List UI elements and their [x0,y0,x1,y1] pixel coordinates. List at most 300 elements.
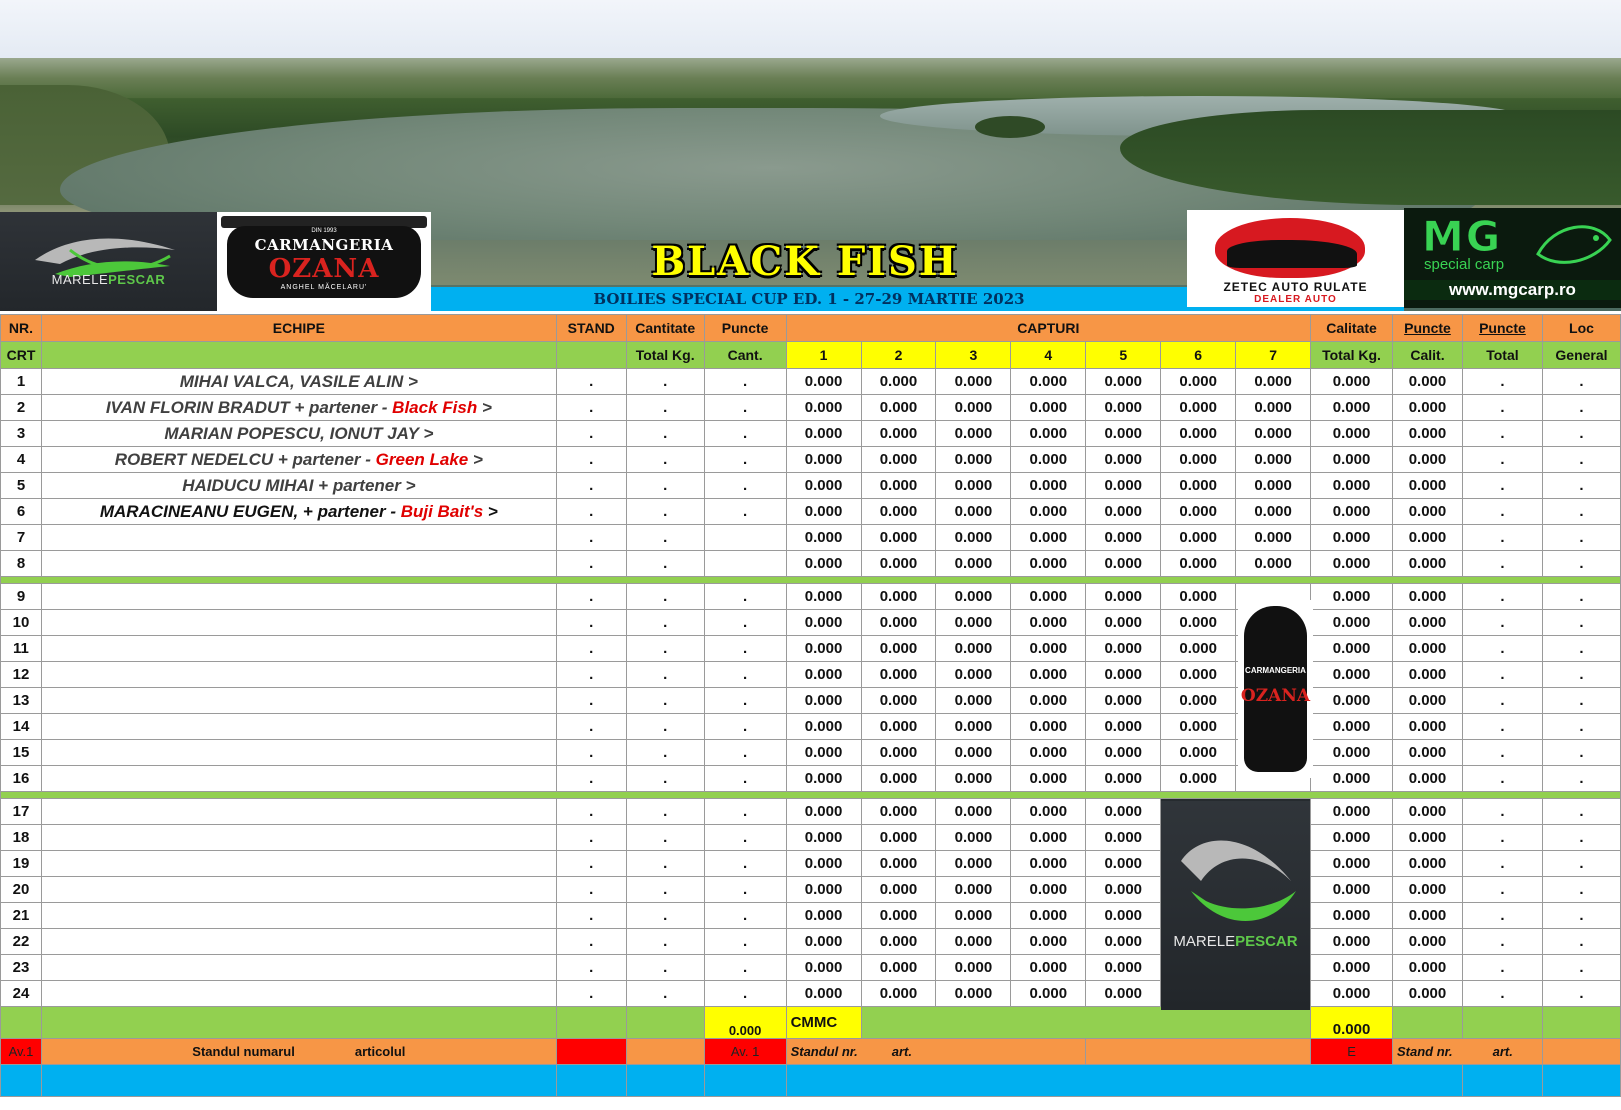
stand-cell[interactable]: . [556,851,626,877]
capture-cell[interactable]: 0.000 [1086,766,1161,792]
group-separator-cell [1,792,1621,799]
capture-cell[interactable]: 0.000 [936,610,1011,636]
capture-cell[interactable]: 0.000 [936,903,1011,929]
team-name-cell[interactable] [41,740,556,766]
capture-cell[interactable]: 0.000 [1161,714,1236,740]
general-place-cell: . [1542,981,1620,1007]
stand-cell[interactable]: . [556,740,626,766]
capture-cell[interactable]: 0.000 [861,903,936,929]
total-kg-cell[interactable]: . [626,929,704,955]
capture-cell[interactable]: 0.000 [786,584,861,610]
calitate-kg-cell[interactable]: 0.000 [1311,825,1393,851]
capture-cell[interactable]: 0.000 [786,740,861,766]
stand-cell[interactable]: . [556,662,626,688]
general-place-cell: . [1542,421,1620,447]
capture-cell[interactable]: 0.000 [936,851,1011,877]
total-kg-cell[interactable]: . [626,662,704,688]
table-row [1,877,1621,903]
capture-cell[interactable]: 0.000 [861,877,936,903]
team-name-cell[interactable] [41,851,556,877]
capture-cell[interactable]: 0.000 [1011,799,1086,825]
av-stand[interactable] [556,1039,626,1065]
capture-cell[interactable]: 0.000 [1011,525,1086,551]
standul-text: Standul numarul articolul [41,1039,556,1065]
capture-cell[interactable]: 0.000 [1011,903,1086,929]
stand-cell[interactable]: . [556,636,626,662]
calitate-kg-cell[interactable]: 0.000 [1311,662,1393,688]
col-capture-5: 5 [1086,342,1161,369]
total-kg-cell[interactable]: . [626,395,704,421]
team-name-cell[interactable] [41,955,556,981]
general-place-cell: . [1542,395,1620,421]
total-kg-cell[interactable]: . [626,955,704,981]
capture-cell[interactable]: 0.000 [1086,714,1161,740]
capture-cell[interactable]: 0.000 [786,799,861,825]
capture-cell[interactable]: 0.000 [1011,955,1086,981]
team-name-cell[interactable] [41,551,556,577]
island [975,116,1045,138]
capture-cell[interactable]: 0.000 [1086,395,1161,421]
page-title: BLACK FISH [651,238,959,285]
capture-cell[interactable]: 0.000 [936,766,1011,792]
col-capture-7: 7 [1236,342,1311,369]
capture-cell[interactable]: 0.000 [1086,369,1161,395]
stand-nr-value[interactable] [1542,1039,1620,1065]
capture-cell[interactable]: 0.000 [1161,395,1236,421]
team-name-part: > [483,501,498,521]
capture-cell[interactable]: 0.000 [936,584,1011,610]
capture-cell[interactable]: 0.000 [1011,825,1086,851]
capture-cell[interactable]: 0.000 [936,421,1011,447]
ozana-mini-text-top: CARMANGERIA [1245,666,1306,675]
capture-cell[interactable]: 0.000 [786,369,861,395]
capture-cell[interactable]: 0.000 [1086,929,1161,955]
total-kg-cell[interactable]: . [626,740,704,766]
stand-cell[interactable]: . [556,929,626,955]
calitate-kg-cell[interactable]: 0.000 [1311,740,1393,766]
cant-points-cell: . [704,636,786,662]
capture-cell[interactable]: 0.000 [786,688,861,714]
calitate-kg-cell[interactable]: 0.000 [1311,851,1393,877]
capture-cell[interactable]: 0.000 [861,955,936,981]
total-kg-cell[interactable]: . [626,525,704,551]
capture-cell[interactable]: 0.000 [1011,851,1086,877]
capture-cell[interactable]: 0.000 [1086,851,1161,877]
totals-calit-pts [1393,1007,1463,1039]
calitate-kg-cell[interactable]: 0.000 [1311,551,1393,577]
capture-cell[interactable]: 0.000 [1011,551,1086,577]
capture-cell[interactable]: 0.000 [1161,766,1236,792]
total-points-cell: . [1462,636,1542,662]
capture-cell[interactable]: 0.000 [861,499,936,525]
capture-cell[interactable]: 0.000 [786,395,861,421]
total-kg-cell[interactable]: . [626,714,704,740]
stand-cell[interactable]: . [556,877,626,903]
cmmc-value[interactable] [861,1007,1311,1039]
calit-points-cell: 0.000 [1393,714,1463,740]
capture-cell[interactable]: 0.000 [1086,636,1161,662]
team-name-cell[interactable] [41,636,556,662]
capture-cell[interactable]: 0.000 [861,525,936,551]
team-name-cell[interactable] [41,421,556,447]
stand-cell[interactable]: . [556,903,626,929]
total-kg-cell[interactable]: . [626,421,704,447]
capture-cell[interactable]: 0.000 [1011,662,1086,688]
calitate-kg-cell[interactable]: 0.000 [1311,447,1393,473]
cant-points-cell: . [704,955,786,981]
capture-cell[interactable]: 0.000 [1236,369,1311,395]
capture-cell[interactable]: 0.000 [1086,981,1161,1007]
capture-cell[interactable]: 0.000 [786,903,861,929]
calitate-kg-cell[interactable]: 0.000 [1311,421,1393,447]
capture-cell[interactable]: 0.000 [1086,955,1161,981]
capture-cell[interactable]: 0.000 [1011,499,1086,525]
stand-cell[interactable]: . [556,688,626,714]
capture-cell[interactable]: 0.000 [1236,473,1311,499]
capture-cell[interactable]: 0.000 [936,395,1011,421]
total-kg-cell[interactable]: . [626,851,704,877]
capture-cell[interactable]: 0.000 [936,799,1011,825]
table-row [1,766,1621,792]
capture-cell[interactable]: 0.000 [786,955,861,981]
capture-cell[interactable]: 0.000 [786,551,861,577]
capture-cell[interactable]: 0.000 [1011,584,1086,610]
capture-cell[interactable]: 0.000 [786,499,861,525]
capture-cell[interactable]: 0.000 [1161,499,1236,525]
table-row [1,369,1621,395]
team-name-cell[interactable] [41,877,556,903]
team-name-cell[interactable] [41,929,556,955]
capture-cell[interactable]: 0.000 [936,551,1011,577]
capture-cell[interactable]: 0.000 [786,851,861,877]
calitate-kg-cell[interactable]: 0.000 [1311,903,1393,929]
blue-cell [556,1065,626,1097]
stand-cell[interactable]: . [556,799,626,825]
stand-cell[interactable]: . [556,551,626,577]
team-name-cell[interactable] [41,610,556,636]
capture-cell[interactable]: 0.000 [786,766,861,792]
stand-cell[interactable]: . [556,447,626,473]
team-name-part: MIHAI VALCA, VASILE ALIN > [179,371,418,391]
total-kg-cell[interactable]: . [626,766,704,792]
capture-cell[interactable]: 0.000 [861,584,936,610]
capture-cell[interactable]: 0.000 [1161,584,1236,610]
capture-cell[interactable]: 0.000 [1161,369,1236,395]
cant-points-cell: . [704,851,786,877]
team-name-cell[interactable] [41,688,556,714]
team-name-cell[interactable] [41,766,556,792]
capture-cell[interactable]: 0.000 [1086,825,1161,851]
calitate-kg-cell[interactable]: 0.000 [1311,799,1393,825]
capture-cell[interactable]: 0.000 [786,421,861,447]
team-name-cell[interactable] [41,525,556,551]
capture-cell[interactable]: 0.000 [1011,929,1086,955]
capture-cell[interactable]: 0.000 [861,929,936,955]
capture-cell[interactable]: 0.000 [936,877,1011,903]
calitate-kg-cell[interactable]: 0.000 [1311,981,1393,1007]
capture-cell[interactable]: 0.000 [1161,662,1236,688]
capture-cell[interactable]: 0.000 [861,825,936,851]
capture-cell[interactable]: 0.000 [861,369,936,395]
standul-nr-value[interactable] [1086,1039,1311,1065]
capture-cell[interactable]: 0.000 [1086,473,1161,499]
capture-cell[interactable]: 0.000 [1236,551,1311,577]
capture-cell[interactable]: 0.000 [1236,447,1311,473]
team-name-cell[interactable] [41,499,556,525]
team-name-cell[interactable] [41,825,556,851]
capture-cell[interactable]: 0.000 [1086,447,1161,473]
calitate-kg-cell[interactable]: 0.000 [1311,610,1393,636]
capture-cell[interactable]: 0.000 [861,610,936,636]
capture-cell[interactable]: 0.000 [861,551,936,577]
capture-cell[interactable]: 0.000 [1011,421,1086,447]
totals-calit: 0.000 [1311,1007,1393,1039]
capture-cell[interactable]: 0.000 [861,421,936,447]
total-kg-cell[interactable]: . [626,636,704,662]
group-separator [1,577,1621,584]
col-stand: STAND [556,315,626,342]
capture-cell[interactable]: 0.000 [1086,610,1161,636]
capture-cell[interactable]: 0.000 [936,688,1011,714]
capture-cell[interactable]: 0.000 [1161,473,1236,499]
total-kg-cell[interactable]: . [626,473,704,499]
row-nr: 1 [1,369,42,395]
total-kg-cell[interactable]: . [626,499,704,525]
capture-cell[interactable]: 0.000 [936,636,1011,662]
capture-cell[interactable]: 0.000 [861,662,936,688]
capture-cell[interactable]: 0.000 [1161,525,1236,551]
total-kg-cell[interactable]: . [626,369,704,395]
general-place-cell: . [1542,636,1620,662]
header-row-1 [1,315,1621,342]
capture-cell[interactable]: 0.000 [936,955,1011,981]
total-kg-cell[interactable]: . [626,981,704,1007]
team-name-cell[interactable] [41,662,556,688]
capture-cell[interactable]: 0.000 [1236,499,1311,525]
capture-cell[interactable]: 0.000 [1086,877,1161,903]
capture-cell[interactable]: 0.000 [861,395,936,421]
calit-points-cell: 0.000 [1393,499,1463,525]
capture-cell[interactable]: 0.000 [786,714,861,740]
capture-cell[interactable]: 0.000 [1011,473,1086,499]
sky [0,0,1621,62]
capture-cell[interactable]: 0.000 [786,877,861,903]
total-kg-cell[interactable]: . [626,447,704,473]
capture-cell[interactable]: 0.000 [861,636,936,662]
capture-cell[interactable]: 0.000 [936,369,1011,395]
cant-points-cell: . [704,714,786,740]
capture-cell[interactable]: 0.000 [936,714,1011,740]
capture-cell[interactable]: 0.000 [861,688,936,714]
capture-cell[interactable]: 0.000 [1086,584,1161,610]
total-kg-cell[interactable]: . [626,610,704,636]
row-nr: 24 [1,981,42,1007]
calitate-kg-cell[interactable]: 0.000 [1311,584,1393,610]
stand-cell[interactable]: . [556,395,626,421]
capture-cell[interactable]: 0.000 [786,929,861,955]
capture-cell[interactable]: 0.000 [861,799,936,825]
capture-cell[interactable]: 0.000 [936,447,1011,473]
capture-cell[interactable]: 0.000 [1011,981,1086,1007]
total-points-cell: . [1462,395,1542,421]
general-place-cell: . [1542,740,1620,766]
row-nr: 7 [1,525,42,551]
calitate-kg-cell[interactable]: 0.000 [1311,499,1393,525]
capture-cell[interactable]: 0.000 [1236,525,1311,551]
stand-cell[interactable]: . [556,499,626,525]
capture-cell[interactable]: 0.000 [786,525,861,551]
capture-cell[interactable]: 0.000 [786,825,861,851]
total-points-cell: . [1462,610,1542,636]
calit-points-cell: 0.000 [1393,929,1463,955]
capture-cell[interactable]: 0.000 [786,981,861,1007]
total-points-cell: . [1462,981,1542,1007]
calit-points-cell: 0.000 [1393,395,1463,421]
stand-cell[interactable]: . [556,473,626,499]
capture-cell[interactable]: 0.000 [786,610,861,636]
capture-cell[interactable]: 0.000 [936,825,1011,851]
calitate-kg-cell[interactable]: 0.000 [1311,525,1393,551]
capture-cell[interactable]: 0.000 [936,662,1011,688]
capture-cell[interactable]: 0.000 [936,473,1011,499]
capture-cell[interactable]: 0.000 [1086,499,1161,525]
stand-cell[interactable]: . [556,714,626,740]
total-kg-cell[interactable]: . [626,903,704,929]
capture-cell[interactable]: 0.000 [1086,903,1161,929]
table-row [1,955,1621,981]
total-kg-cell[interactable]: . [626,825,704,851]
stand-cell[interactable]: . [556,584,626,610]
total-points-cell: . [1462,551,1542,577]
capture-cell[interactable]: 0.000 [786,447,861,473]
capture-cell[interactable]: 0.000 [1236,421,1311,447]
stand-cell[interactable]: . [556,981,626,1007]
capture-cell[interactable]: 0.000 [1011,740,1086,766]
row-nr: 15 [1,740,42,766]
capture-cell[interactable]: 0.000 [861,740,936,766]
capture-cell[interactable]: 0.000 [1086,662,1161,688]
row-nr: 12 [1,662,42,688]
calitate-kg-cell[interactable]: 0.000 [1311,369,1393,395]
row-nr: 9 [1,584,42,610]
total-kg-cell[interactable]: . [626,551,704,577]
team-name-cell[interactable] [41,447,556,473]
capture-cell[interactable]: 0.000 [1086,421,1161,447]
capture-cell[interactable]: 0.000 [1161,740,1236,766]
capture-cell[interactable]: 0.000 [861,981,936,1007]
capture-cell[interactable]: 0.000 [861,473,936,499]
capture-cell[interactable]: 0.000 [936,740,1011,766]
team-name-cell[interactable] [41,714,556,740]
calitate-kg-cell[interactable]: 0.000 [1311,473,1393,499]
capture-cell[interactable]: 0.000 [936,499,1011,525]
calitate-kg-cell[interactable]: 0.000 [1311,929,1393,955]
calitate-kg-cell[interactable]: 0.000 [1311,688,1393,714]
capture-cell[interactable]: 0.000 [936,929,1011,955]
team-name-cell[interactable] [41,981,556,1007]
total-kg-cell[interactable]: . [626,799,704,825]
capture-cell[interactable]: 0.000 [861,447,936,473]
stand-cell[interactable]: . [556,610,626,636]
calit-points-cell: 0.000 [1393,473,1463,499]
capture-cell[interactable]: 0.000 [1086,740,1161,766]
capture-cell[interactable]: 0.000 [1161,610,1236,636]
capture-cell[interactable]: 0.000 [936,525,1011,551]
capture-cell[interactable]: 0.000 [1161,421,1236,447]
capture-cell[interactable]: 0.000 [1086,799,1161,825]
capture-cell[interactable]: 0.000 [861,714,936,740]
stand-cell[interactable]: . [556,369,626,395]
table-row [1,610,1621,636]
team-name-cell[interactable] [41,799,556,825]
col-capture-3: 3 [936,342,1011,369]
capture-cell[interactable]: 0.000 [861,766,936,792]
capture-cell[interactable]: 0.000 [1161,551,1236,577]
capture-cell[interactable]: 0.000 [1161,447,1236,473]
capture-cell[interactable]: 0.000 [1011,714,1086,740]
cant-points-cell: . [704,584,786,610]
calitate-kg-cell[interactable]: 0.000 [1311,766,1393,792]
total-kg-cell[interactable]: . [626,584,704,610]
capture-cell[interactable]: 0.000 [1011,447,1086,473]
calitate-kg-cell[interactable]: 0.000 [1311,714,1393,740]
capture-cell[interactable]: 0.000 [1011,610,1086,636]
capture-cell[interactable]: 0.000 [1086,688,1161,714]
capture-cell[interactable]: 0.000 [1236,395,1311,421]
team-name-cell[interactable] [41,903,556,929]
capture-cell[interactable]: 0.000 [1011,766,1086,792]
stand-cell[interactable]: . [556,955,626,981]
table-row [1,799,1621,825]
col-crt: CRT [1,342,42,369]
team-name-cell[interactable] [41,473,556,499]
capture-cell[interactable]: 0.000 [786,636,861,662]
calitate-kg-cell[interactable]: 0.000 [1311,955,1393,981]
capture-cell[interactable]: 0.000 [861,851,936,877]
calitate-kg-cell[interactable]: 0.000 [1311,636,1393,662]
stand-cell[interactable]: . [556,766,626,792]
capture-cell[interactable]: 0.000 [1011,395,1086,421]
capture-cell[interactable]: 0.000 [1086,551,1161,577]
total-kg-cell[interactable]: . [626,688,704,714]
team-name-cell[interactable] [41,584,556,610]
capture-cell[interactable]: 0.000 [1086,525,1161,551]
capture-cell[interactable]: 0.000 [936,981,1011,1007]
stand-cell[interactable]: . [556,421,626,447]
row-nr: 19 [1,851,42,877]
capture-cell[interactable]: 0.000 [1161,688,1236,714]
row-nr: 21 [1,903,42,929]
col-capture-6: 6 [1161,342,1236,369]
calitate-kg-cell[interactable]: 0.000 [1311,395,1393,421]
team-name-cell[interactable] [41,369,556,395]
capture-cell[interactable]: 0.000 [1011,877,1086,903]
capture-cell[interactable]: 0.000 [786,662,861,688]
team-name-cell[interactable] [41,395,556,421]
capture-cell[interactable]: 0.000 [1011,636,1086,662]
total-points-cell: . [1462,584,1542,610]
capture-cell[interactable]: 0.000 [1011,688,1086,714]
col-capture-4: 4 [1011,342,1086,369]
capture-cell[interactable]: 0.000 [786,473,861,499]
cmmc-label: CMMC [786,1007,861,1039]
capture-cell[interactable]: 0.000 [1011,369,1086,395]
capture-cell[interactable]: 0.000 [1161,636,1236,662]
total-kg-cell[interactable]: . [626,877,704,903]
stand-cell[interactable]: . [556,525,626,551]
stand-cell[interactable]: . [556,825,626,851]
calitate-kg-cell[interactable]: 0.000 [1311,877,1393,903]
